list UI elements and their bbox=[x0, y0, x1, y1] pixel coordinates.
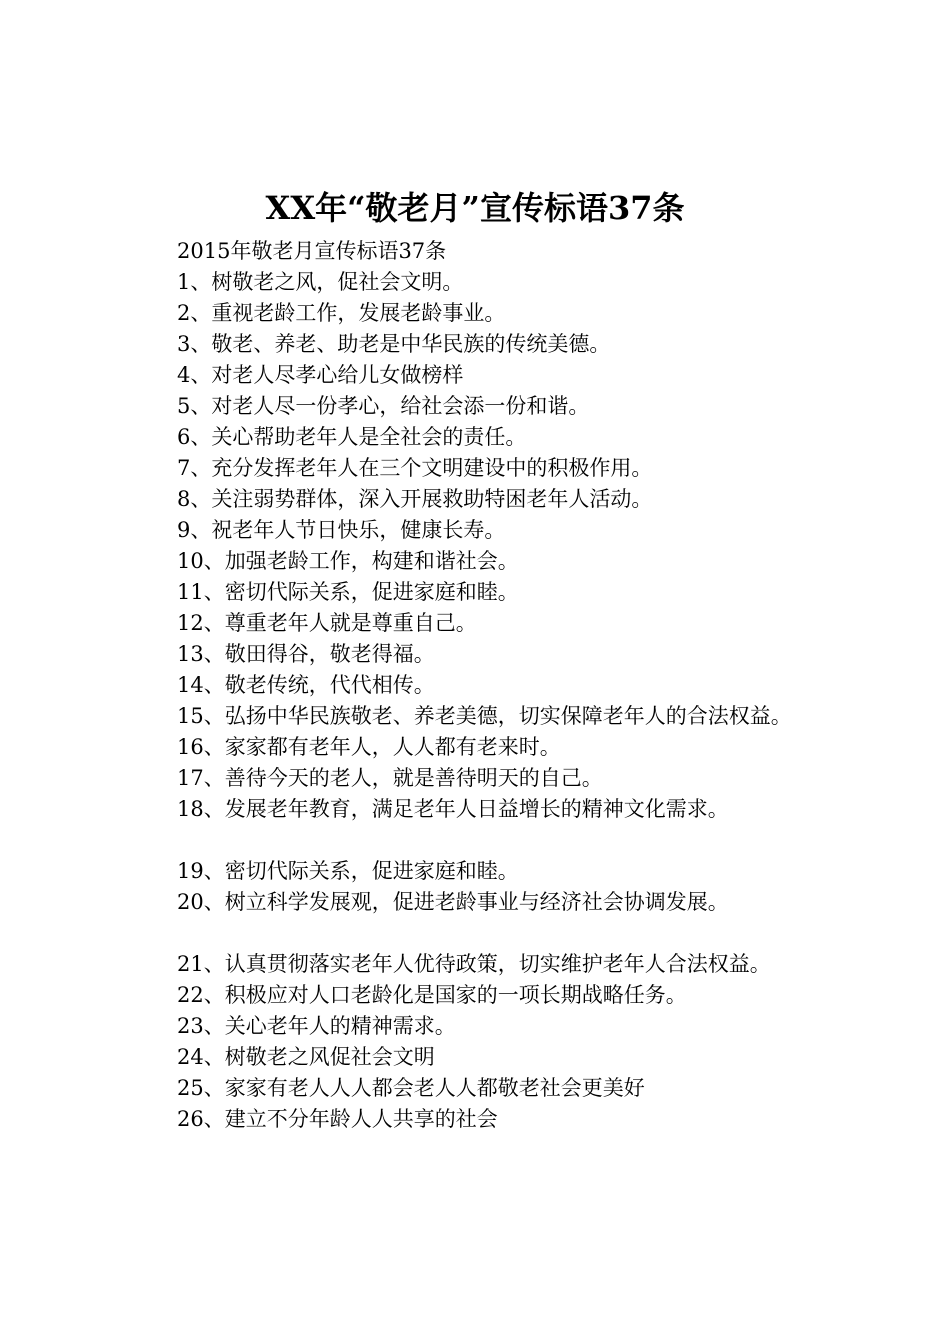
slogan-item: 18、发展老年教育，满足老年人日益增长的精神文化需求。 bbox=[177, 797, 729, 821]
slogan-item: 8、关注弱势群体，深入开展救助特困老年人活动。 bbox=[177, 487, 653, 511]
slogan-item: 2、重视老龄工作，发展老龄事业。 bbox=[177, 301, 506, 325]
slogan-item: 24、树敬老之风促社会文明 bbox=[177, 1045, 435, 1069]
slogan-item: 25、家家有老人人人都会老人人都敬老社会更美好 bbox=[177, 1076, 645, 1100]
slogan-item: 7、充分发挥老年人在三个文明建设中的积极作用。 bbox=[177, 456, 653, 480]
slogan-item: 6、关心帮助老年人是全社会的责任。 bbox=[177, 425, 527, 449]
slogan-item: 13、敬田得谷，敬老得福。 bbox=[177, 642, 435, 666]
slogan-item: 14、敬老传统，代代相传。 bbox=[177, 673, 435, 697]
slogan-item: 9、祝老年人节日快乐，健康长寿。 bbox=[177, 518, 506, 542]
slogan-item: 10、加强老龄工作，构建和谐社会。 bbox=[177, 549, 519, 573]
slogan-item: 20、树立科学发展观，促进老龄事业与经济社会协调发展。 bbox=[177, 890, 729, 914]
slogan-item: 16、家家都有老年人，人人都有老来时。 bbox=[177, 735, 561, 759]
slogan-item: 5、对老人尽一份孝心，给社会添一份和谐。 bbox=[177, 394, 590, 418]
slogan-item: 21、认真贯彻落实老年人优待政策，切实维护老年人合法权益。 bbox=[177, 952, 771, 976]
document-title: XX年“敬老月”宣传标语37条 bbox=[265, 189, 685, 227]
slogan-item: 22、积极应对人口老龄化是国家的一项长期战略任务。 bbox=[177, 983, 687, 1007]
slogan-item: 15、弘扬中华民族敬老、养老美德，切实保障老年人的合法权益。 bbox=[177, 704, 792, 728]
slogan-item: 11、密切代际关系，促进家庭和睦。 bbox=[177, 580, 519, 604]
slogan-item: 19、密切代际关系，促进家庭和睦。 bbox=[177, 859, 519, 883]
slogan-item: 23、关心老年人的精神需求。 bbox=[177, 1014, 456, 1038]
slogan-item: 26、建立不分年龄人人共享的社会 bbox=[177, 1107, 498, 1131]
slogan-item: 4、对老人尽孝心给儿女做榜样 bbox=[177, 363, 464, 387]
slogan-item: 17、善待今天的老人，就是善待明天的自己。 bbox=[177, 766, 603, 790]
paragraph-subtitle: 2015年敬老月宣传标语37条 bbox=[177, 239, 447, 263]
document-body bbox=[125, 236, 845, 1135]
slogan-item: 12、尊重老年人就是尊重自己。 bbox=[177, 611, 477, 635]
slogan-item: 3、敬老、养老、助老是中华民族的传统美德。 bbox=[177, 332, 611, 356]
slogan-item: 1、树敬老之风，促社会文明。 bbox=[177, 270, 464, 294]
